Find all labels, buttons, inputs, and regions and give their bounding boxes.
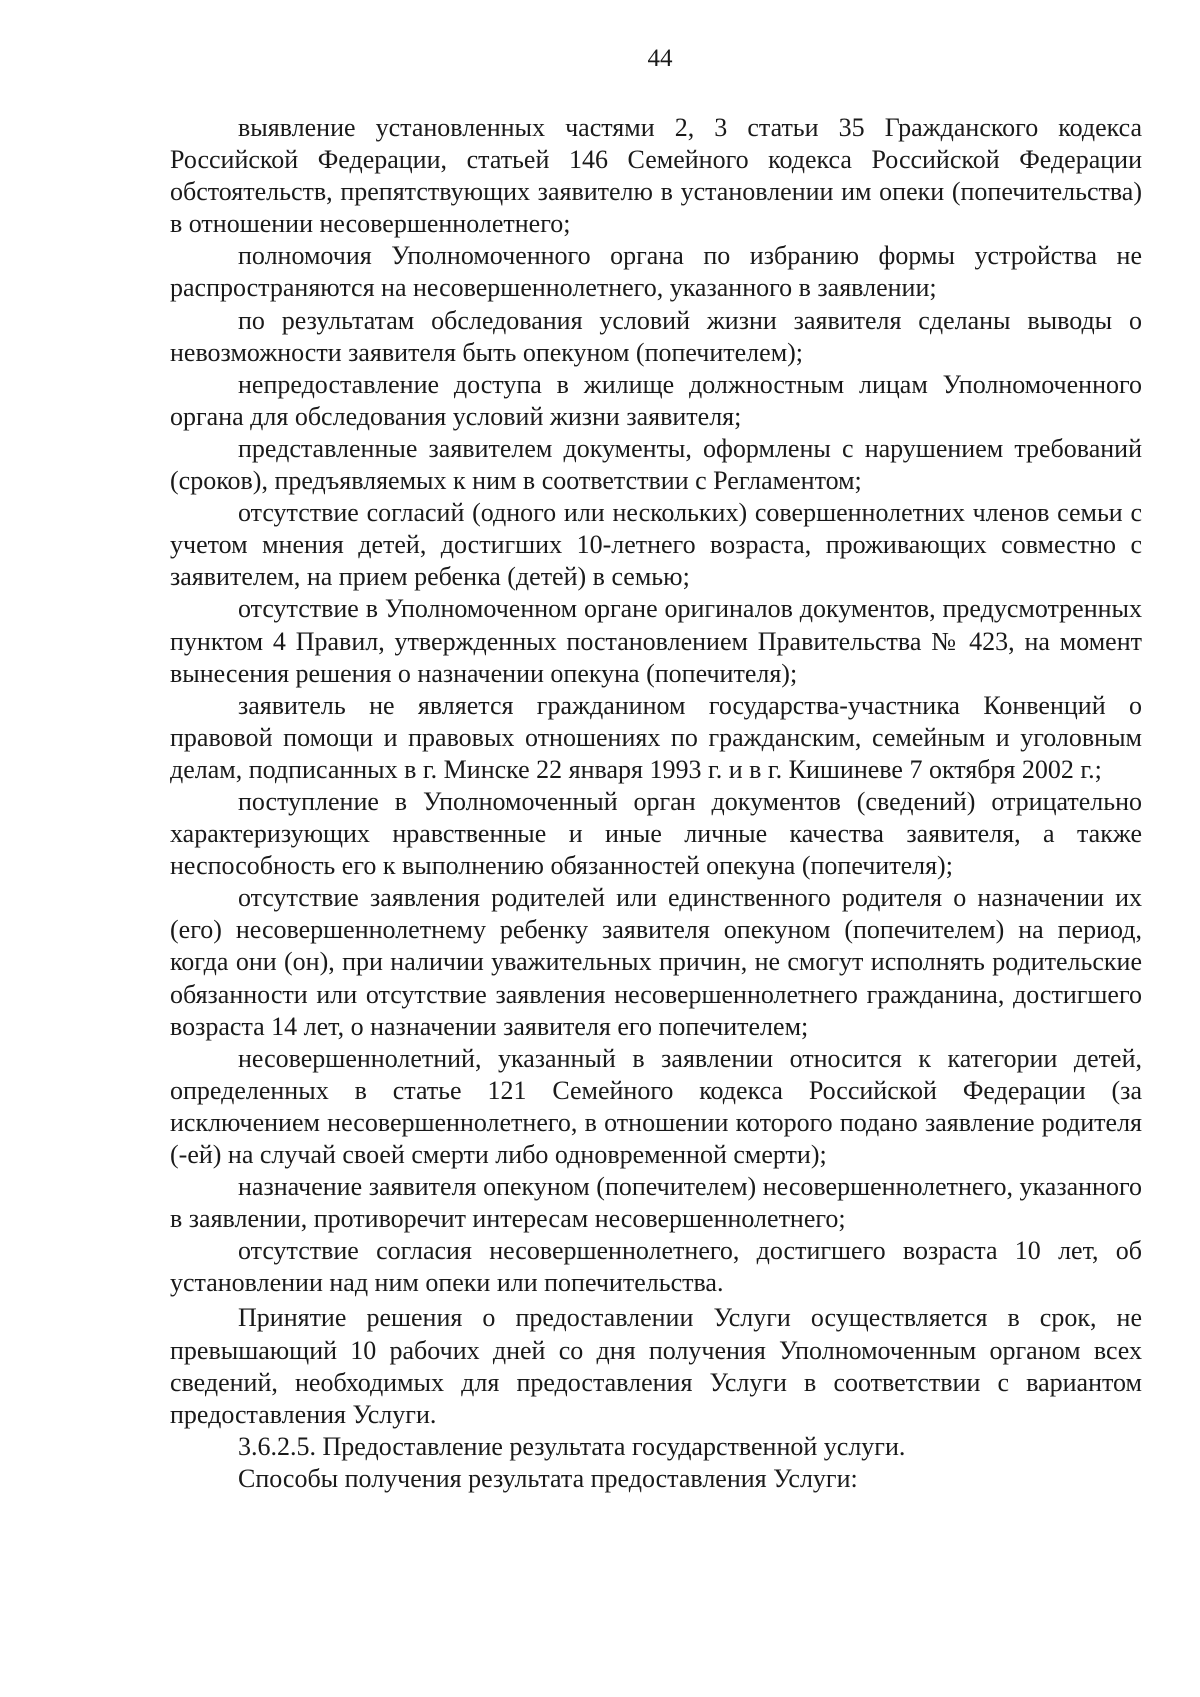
paragraph: представленные заявителем документы, оформлены с нарушением требований (сроков), предъявляемых к ним в соответствии с Регламентом;: [170, 433, 1142, 496]
paragraph: выявление установленных частями 2, 3 статьи 35 Гражданского кодекса Российской Федерации, статьей 146 Семейного кодекса Российской Федерации обстоятельств, препятствующих заявителю в установлении им опеки (попечительства) в отношении несовершеннолетнего;: [170, 113, 1142, 239]
paragraph: непредоставление доступа в жилище должностным лицам Уполномоченного органа для обследования условий жизни заявителя;: [170, 369, 1142, 431]
paragraph: поступление в Уполномоченный орган документов (сведений) отрицательно характеризующих нравственные и иные личные качества заявителя, а также неспособность его к выполнению обязанностей опекуна (попечителя);: [170, 786, 1142, 881]
page-number: 44: [647, 45, 673, 72]
paragraph: Принятие решения о предоставлении Услуги осуществляется в срок, не превышающий 10 рабочих дней со дня получения Уполномоченным органом всех сведений, необходимых для предоставления Услуги в соответствии с вариантом предоставления Услуги.: [170, 1303, 1142, 1429]
section-heading: 3.6.2.5. Предоставление результата государственной услуги.: [238, 1431, 906, 1461]
paragraph: по результатам обследования условий жизни заявителя сделаны выводы о невозможности заявителя быть опекуном (попечителем);: [170, 305, 1142, 367]
paragraph: полномочия Уполномоченного органа по избранию формы устройства не распространяются на несовершеннолетнего, указанного в заявлении;: [170, 241, 1142, 303]
paragraph: назначение заявителя опекуном (попечителем) несовершеннолетнего, указанного в заявлении, противоречит интересам несовершеннолетнего;: [170, 1172, 1142, 1234]
paragraph: несовершеннолетний, указанный в заявлении относится к категории детей, определенных в статье 121 Семейного кодекса Российской Федерации (за исключением несовершеннолетнего, в отношении которого подано заявление родителя (-ей) на случай своей смерти либо одновременной смерти);: [170, 1043, 1142, 1169]
paragraph: заявитель не является гражданином государства-участника Конвенций о правовой помощи и правовых отношениях по гражданским, семейным и уголовным делам, подписанных в г. Минске 22 января 1993 г. и в г. Кишиневе 7 октября 2002 г.;: [170, 690, 1142, 784]
paragraph: Способы получения результата предоставления Услуги:: [238, 1463, 858, 1493]
paragraph: отсутствие заявления родителей или единственного родителя о назначении их (его) несовершеннолетнему ребенку заявителя опекуном (попечителем) на период, когда они (он), при наличии уважительных причин, не смогут исполнять родительские обязанности или отсутствие заявления несовершеннолетнего гражданина, достигшего возраста 14 лет, о назначении заявителя его попечителем;: [170, 883, 1142, 1041]
paragraph: отсутствие согласий (одного или нескольких) совершеннолетних членов семьи с учетом мнения детей, достигших 10-летнего возраста, проживающих совместно с заявителем, на прием ребенка (детей) в семью;: [170, 498, 1142, 592]
paragraph: отсутствие в Уполномоченном органе оригиналов документов, предусмотренных пунктом 4 Правил, утвержденных постановлением Правительства № 423, на момент вынесения решения о назначении опекуна (попечителя);: [170, 594, 1142, 688]
paragraph: отсутствие согласия несовершеннолетнего, достигшего возраста 10 лет, об установлении над ним опеки или попечительства.: [170, 1236, 1142, 1298]
page-body: [170, 112, 1142, 1495]
